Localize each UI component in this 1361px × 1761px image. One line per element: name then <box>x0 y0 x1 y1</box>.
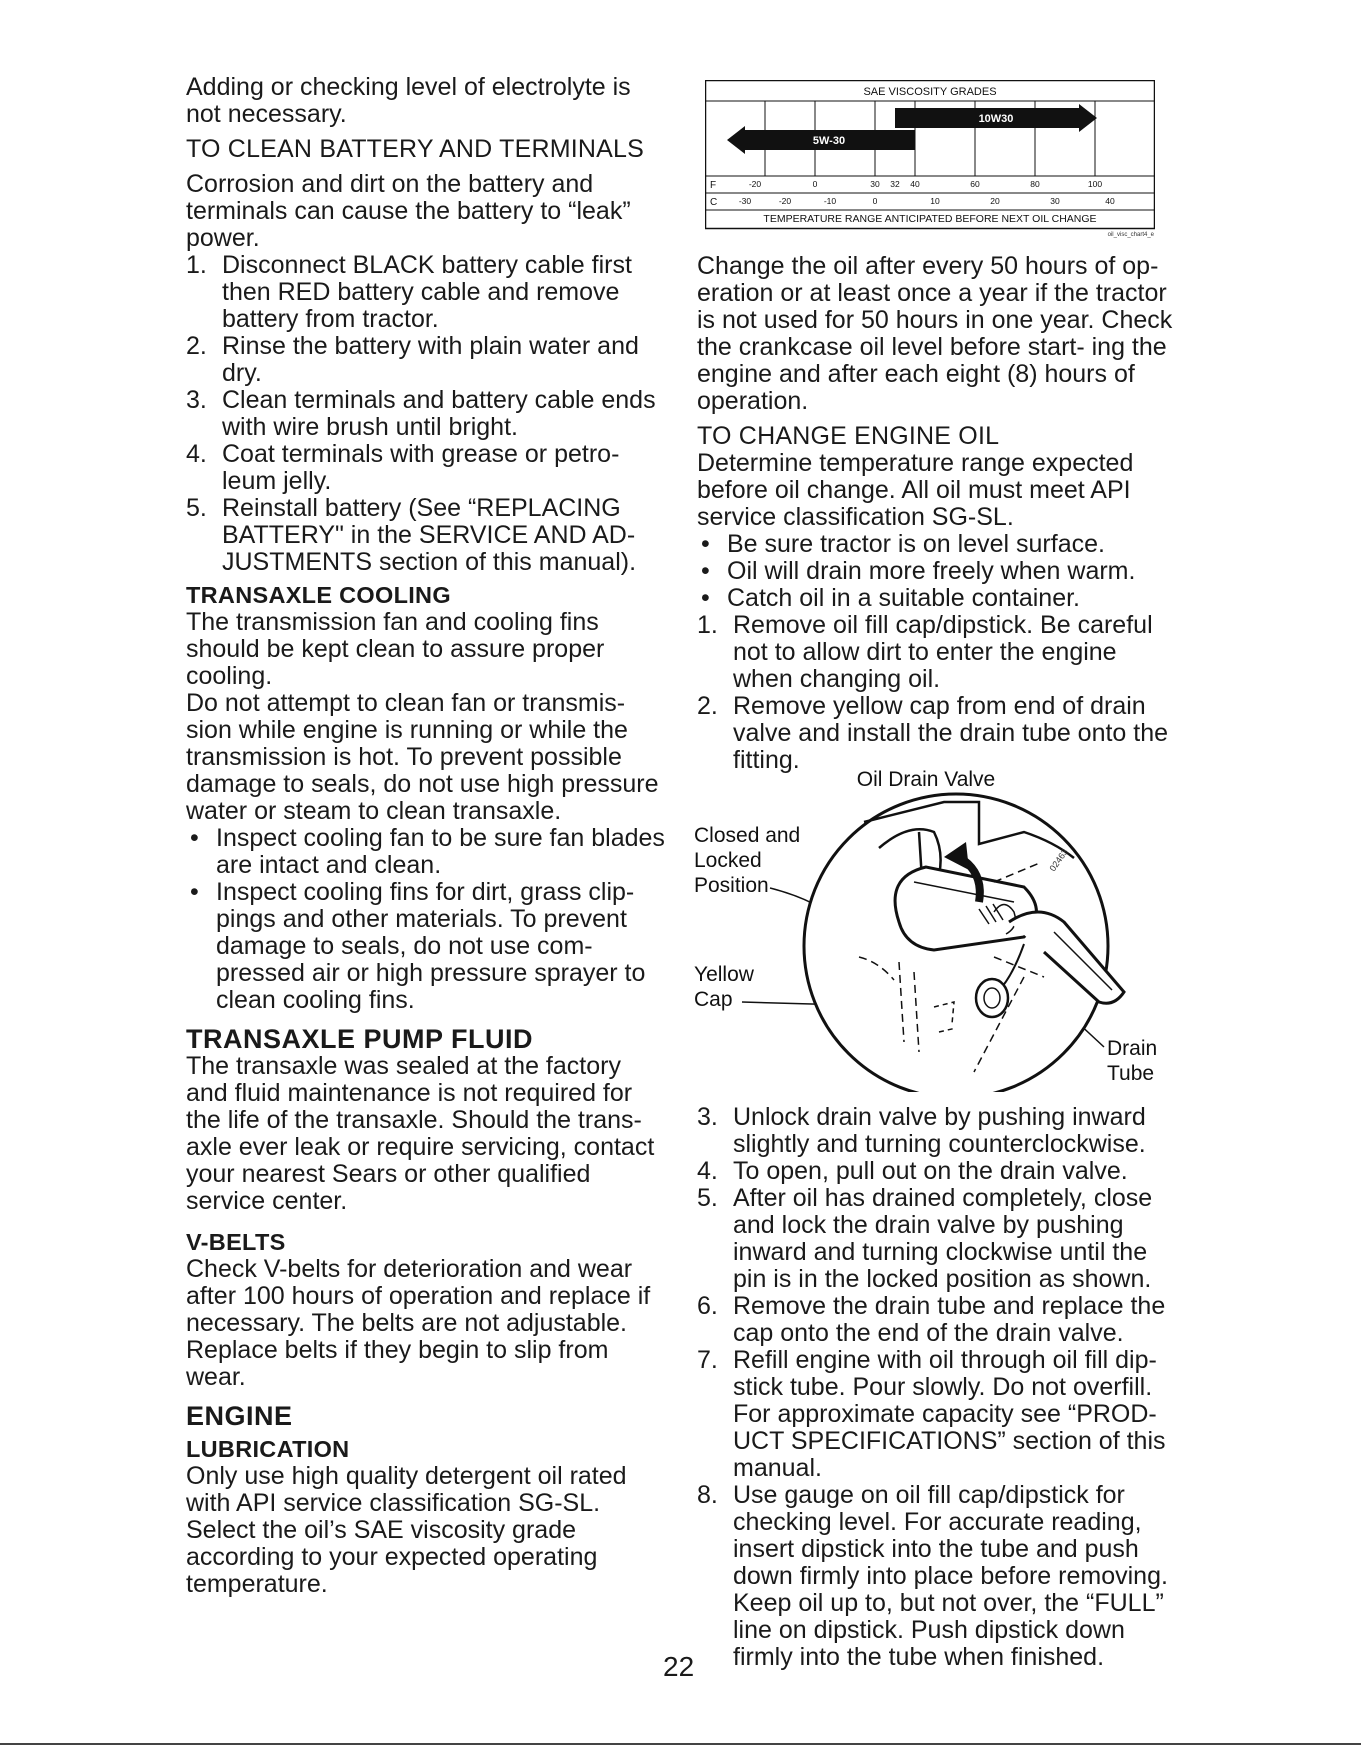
svg-text:Closed and: Closed and <box>694 824 801 847</box>
viscosity-chart <box>705 80 1155 238</box>
svg-text:Locked: Locked <box>694 849 762 872</box>
c-tick-label: 20 <box>990 196 1000 206</box>
lubrication-heading: LUBRICATION <box>186 1436 350 1462</box>
list-item: 4. To open, pull out on the drain valve. <box>697 1157 1128 1185</box>
transaxle-cooling-bullets <box>186 825 668 1014</box>
list-item: • Inspect cooling fins for dirt, grass clip- pings and other materials. To prevent damage to seals, do not use com- pressed air or high pressure sprayer to clean cooling fins. <box>190 878 646 1014</box>
list-item: 6. Remove the drain tube and replace the cap onto the end of the drain valve. <box>697 1292 1166 1347</box>
svg-text:Drain: Drain <box>1107 1037 1158 1060</box>
list-item: 5. Reinstall battery (See “REPLACING BATTERY" in the SERVICE AND AD- JUSTMENTS section of this manual). <box>186 494 637 576</box>
c-tick-label: -30 <box>738 196 752 206</box>
change-oil-intro: Determine temperature range expected before oil change. All oil must meet API service classification SG-SL. <box>697 449 1134 531</box>
f-tick-label: 80 <box>1030 179 1040 189</box>
lubrication-text: Only use high quality detergent oil rated with API service classification SG-SL. Select the oil’s SAE viscosity grade according to your expected operating temperature. <box>186 1462 627 1598</box>
list-item: • Oil will drain more freely when warm. <box>701 557 1136 585</box>
svg-text:Yellow: Yellow <box>694 963 754 986</box>
chart-code: oil_visc_chart4_e <box>1107 232 1154 238</box>
list-item: 3. Unlock drain valve by pushing inward slightly and turning counterclockwise. <box>697 1103 1146 1158</box>
grade-label: 10W30 <box>978 113 1014 125</box>
list-item: • Be sure tractor is on level surface. <box>701 530 1105 558</box>
oil-change-intro: Change the oil after every 50 hours of op- eration or at least once a year if the tractor is not used for 50 hours in one year. Check the crankcase oil level before start- ing the engine and after each eight (8) hours of operation. <box>697 252 1173 415</box>
transaxle-cooling-heading: TRANSAXLE COOLING <box>186 582 451 608</box>
bottom-rule <box>0 1743 1361 1745</box>
c-tick-label: 10 <box>930 196 940 206</box>
chart-title: SAE VISCOSITY GRADES <box>863 86 997 98</box>
closed-locked-label <box>694 824 800 897</box>
list-item: 8. Use gauge on oil fill cap/dipstick for checking level. For accurate reading, insert dipstick into the tube and push down firmly into place before removing. Keep oil up to, but not over, the “FULL” line on dipstick. Push dipstick down firmly into the tube when finished. <box>697 1481 1168 1671</box>
right-column-lower <box>697 1104 1179 1671</box>
list-item: 2. Rinse the battery with plain water and dry. <box>186 332 639 387</box>
f-tick-label: 40 <box>910 179 920 189</box>
change-oil-heading: TO CHANGE ENGINE OIL <box>697 422 1000 450</box>
figure-code: 02463 <box>1047 846 1070 874</box>
list-item: • Catch oil in a suitable container. <box>701 584 1080 612</box>
list-item: 3. Clean terminals and battery cable ends with wire brush until bright. <box>186 386 656 441</box>
clean-battery-heading: TO CLEAN BATTERY AND TERMINALS <box>186 135 644 163</box>
f-tick-label: 100 <box>1087 179 1103 189</box>
list-item: 7. Refill engine with oil through oil fill dip- stick tube. Pour slowly. Do not overfill. For approximate capacity see “PROD- UCT SPECIFICATIONS” section of this manual. <box>697 1346 1166 1482</box>
transaxle-cooling-p2: Do not attempt to clean fan or transmis- sion while engine is running or while the transmission is hot. To prevent possible damage to seals, do not use high pressure water or steam to clean transaxle. <box>186 689 659 825</box>
electrolyte-note: Adding or checking level of electrolyte is not necessary. <box>186 73 631 128</box>
f-tick-label: 0 <box>812 179 818 189</box>
closed-leader-line <box>770 888 814 904</box>
list-item: • Inspect cooling fan to be sure fan blades are intact and clean. <box>190 824 665 879</box>
left-column <box>186 74 668 1598</box>
change-oil-bullets <box>697 531 1179 612</box>
grade-label: 5W-30 <box>812 135 846 147</box>
pump-fluid-text: The transaxle was sealed at the factory and fluid maintenance is not required for the life of the transaxle. Should the trans- axle ever leak or require servicing, contact your nearest Sears or other qualified service center. <box>186 1052 655 1215</box>
change-oil-steps-a <box>697 612 1179 774</box>
transaxle-cooling-p1: The transmission fan and cooling fins should be kept clean to assure proper cooling. <box>186 608 605 690</box>
chart-footer: TEMPERATURE RANGE ANTICIPATED BEFORE NEXT OIL CHANGE <box>763 213 1097 225</box>
f-tick-label: 32 <box>890 179 900 189</box>
engine-heading: ENGINE <box>186 1401 293 1431</box>
clean-battery-intro: Corrosion and dirt on the battery and terminals can cause the battery to “leak” power. <box>186 170 631 252</box>
svg-text:Cap: Cap <box>694 988 733 1011</box>
oil-drain-figure <box>694 762 1174 1092</box>
f-tick-label: 60 <box>970 179 980 189</box>
c-tick-label: 40 <box>1105 196 1115 206</box>
page-number: 22 <box>663 1651 695 1682</box>
clean-battery-steps <box>186 252 668 576</box>
figure-caption: Oil Drain Valve <box>856 768 996 791</box>
list-item: 5. After oil has drained completely, close and lock the drain valve by pushing inward and turning clockwise until the pin is in the locked position as shown. <box>697 1184 1153 1293</box>
pump-fluid-heading: TRANSAXLE PUMP FLUID <box>186 1024 534 1054</box>
list-item: 2. Remove yellow cap from end of drain valve and install the drain tube onto the fitting. <box>697 692 1169 774</box>
valve-illustration <box>804 794 1124 1092</box>
c-tick-label: -10 <box>823 196 837 206</box>
right-column <box>697 253 1179 774</box>
list-item: 1. Remove oil fill cap/dipstick. Be careful not to allow dirt to enter the engine when changing oil. <box>697 611 1153 693</box>
c-tick-label: 0 <box>872 196 878 206</box>
vbelts-text: Check V-belts for deterioration and wear after 100 hours of operation and replace if necessary. The belts are not adjustable. Replace belts if they begin to slip from wear. <box>186 1255 651 1391</box>
c-tick-label: 30 <box>1050 196 1060 206</box>
yellow-cap-label <box>694 963 755 1011</box>
svg-text:Position: Position <box>694 874 769 897</box>
c-tick-label: -20 <box>778 196 792 206</box>
f-tick-label: 30 <box>870 179 880 189</box>
drain-tube-label <box>1107 1037 1157 1085</box>
c-scale-label: C <box>710 197 718 208</box>
svg-text:Tube: Tube <box>1107 1062 1155 1085</box>
list-item: 4. Coat terminals with grease or petro- leum jelly. <box>186 440 620 495</box>
f-scale-label: F <box>710 180 717 191</box>
change-oil-steps-b <box>697 1104 1179 1671</box>
chart-frame <box>706 81 1155 229</box>
f-tick-label: -20 <box>748 179 762 189</box>
list-item: 1. Disconnect BLACK battery cable first then RED battery cable and remove battery from tractor. <box>186 251 632 333</box>
vbelts-heading: V-BELTS <box>186 1229 286 1255</box>
